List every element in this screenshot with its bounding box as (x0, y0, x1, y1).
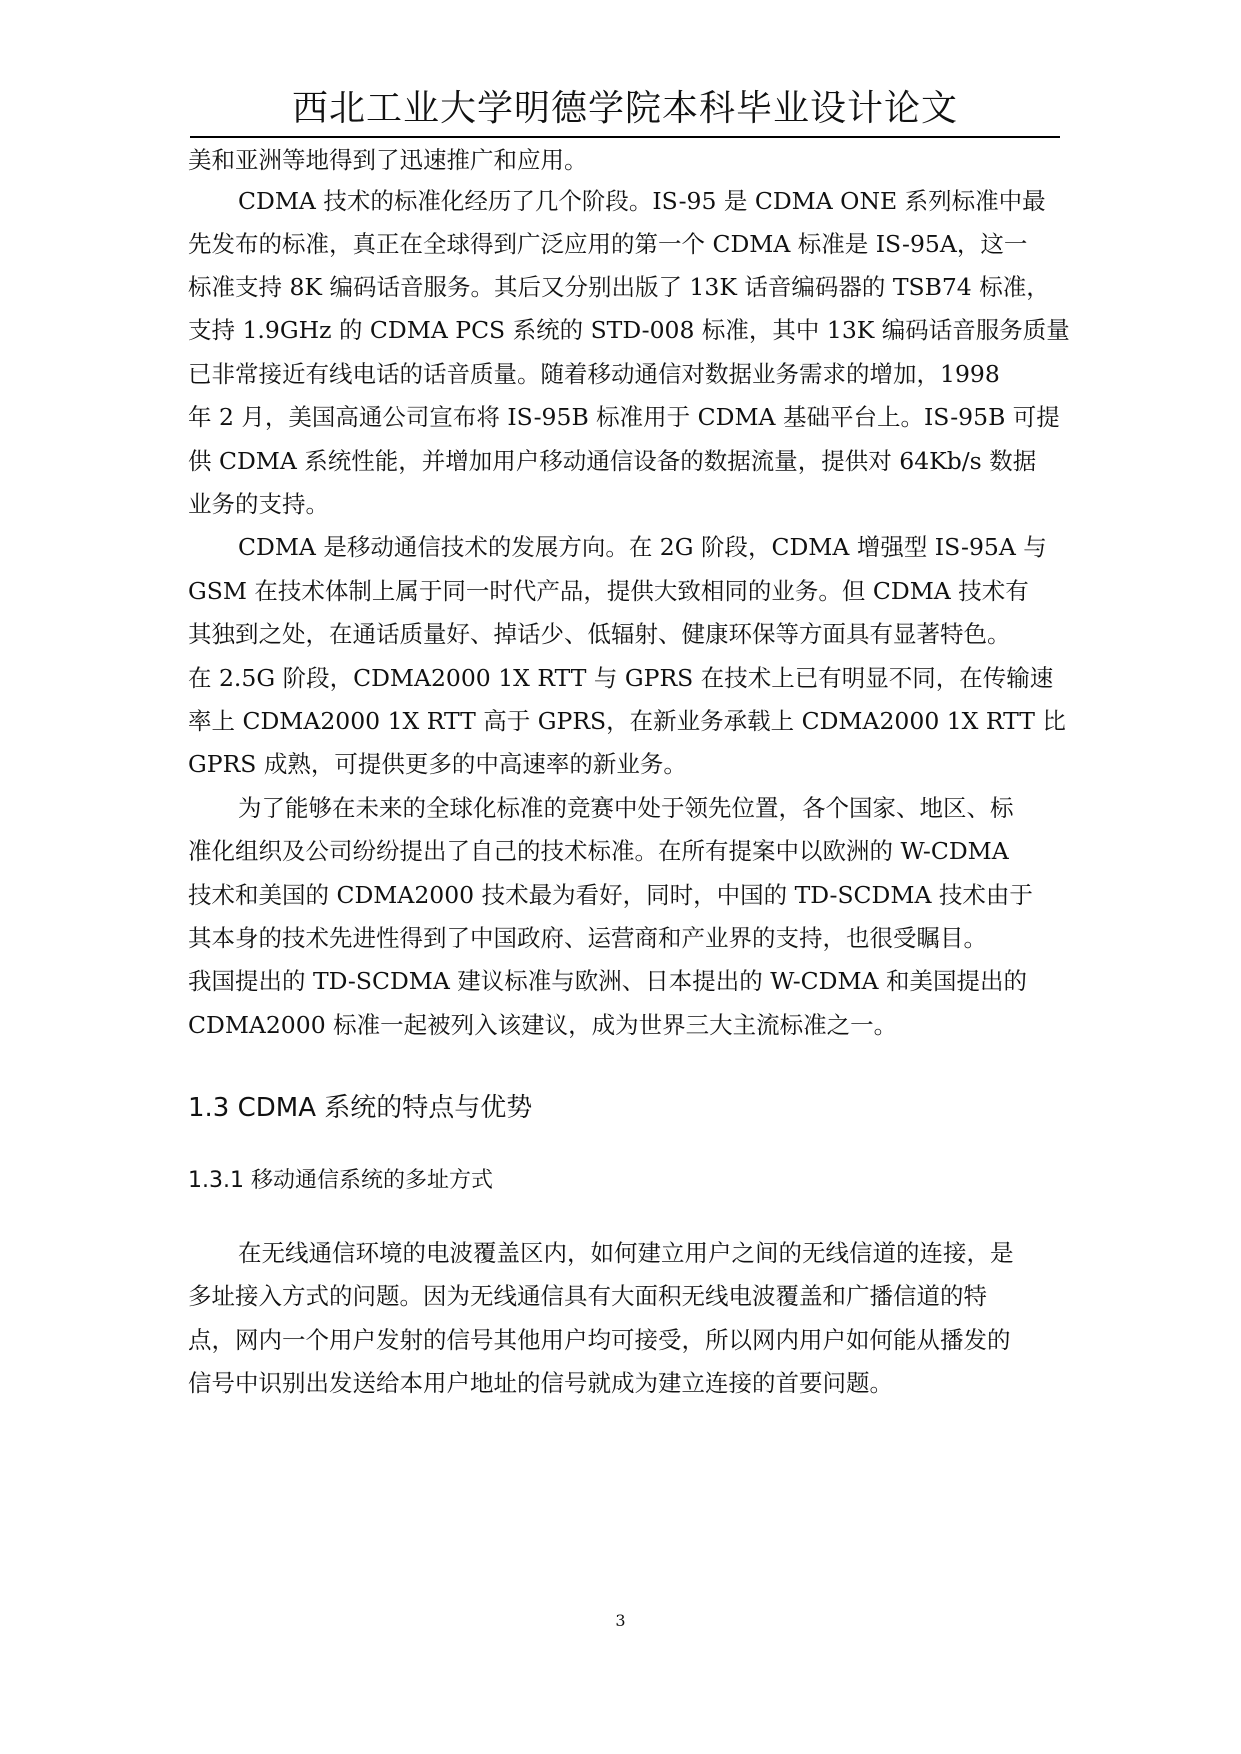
paragraph-line: 技术和美国的 CDMA2000 技术最为看好，同时，中国的 TD-SCDMA 技术由于 (188, 881, 1033, 909)
paragraph-line: CDMA 是移动通信技术的发展方向。在 2G 阶段，CDMA 增强型 IS-95A 与 (238, 533, 1047, 561)
page-number: 3 (615, 1611, 626, 1630)
paragraph-line: 率上 CDMA2000 1X RTT 高于 GPRS，在新业务承载上 CDMA2000 1X RTT 比 (188, 707, 1066, 735)
paragraph-line: GPRS 成熟，可提供更多的中高速率的新业务。 (188, 750, 687, 778)
paragraph-line: 业务的支持。 (188, 490, 329, 518)
section-heading: 1.3 CDMA 系统的特点与优势 (188, 1093, 533, 1123)
paragraph-line: 标准支持 8K 编码话音服务。其后又分别出版了 13K 话音编码器的 TSB74 标准， (188, 273, 1050, 301)
page-header (190, 86, 1060, 138)
paragraph-line: 在 2.5G 阶段，CDMA2000 1X RTT 与 GPRS 在技术上已有明显不同，在传输速 (188, 664, 1054, 692)
thesis-header-title: 西北工业大学明德学院本科毕业设计论文 (291, 88, 958, 129)
paragraph-line: 在无线通信环境的电波覆盖区内，如何建立用户之间的无线信道的连接，是 (238, 1239, 1014, 1267)
paragraph-line: 支持 1.9GHz 的 CDMA PCS 系统的 STD-008 标准，其中 13K 编码话音服务质量 (188, 316, 1070, 344)
paragraph-line: 为了能够在未来的全球化标准的竞赛中处于领先位置，各个国家、地区、标 (238, 794, 1014, 822)
paragraph-line: 准化组织及公司纷纷提出了自己的技术标准。在所有提案中以欧洲的 W-CDMA (188, 837, 1009, 865)
paragraph-line: 信号中识别出发送给本用户地址的信号就成为建立连接的首要问题。 (188, 1369, 893, 1397)
paragraph-line: 供 CDMA 系统性能，并增加用户移动通信设备的数据流量，提供对 64Kb/s 数据 (188, 447, 1037, 475)
subsection-heading: 1.3.1 移动通信系统的多址方式 (188, 1168, 493, 1193)
paragraph-line: 先发布的标准，真正在全球得到广泛应用的第一个 CDMA 标准是 IS-95A，这一 (188, 230, 1028, 258)
paragraph-line: 点，网内一个用户发射的信号其他用户均可接受，所以网内用户如何能从播发的 (188, 1326, 1011, 1354)
paragraph-line: 其本身的技术先进性得到了中国政府、运营商和产业界的支持，也很受瞩目。 (188, 924, 987, 952)
paragraph-line: 已非常接近有线电话的话音质量。随着移动通信对数据业务需求的增加，1998 (188, 360, 1000, 388)
paragraph-line: 美和亚洲等地得到了迅速推广和应用。 (188, 146, 588, 174)
paragraph-line: 我国提出的 TD-SCDMA 建议标准与欧洲、日本提出的 W-CDMA 和美国提出的 (188, 967, 1027, 995)
paragraph-line: 多址接入方式的问题。因为无线通信具有大面积无线电波覆盖和广播信道的特 (188, 1282, 987, 1310)
paragraph-line: 年 2 月，美国高通公司宣布将 IS-95B 标准用于 CDMA 基础平台上。IS-95B 可提 (188, 403, 1060, 431)
paragraph-line: CDMA2000 标准一起被列入该建议，成为世界三大主流标准之一。 (188, 1011, 898, 1039)
paragraph-line: CDMA 技术的标准化经历了几个阶段。IS-95 是 CDMA ONE 系列标准中最 (238, 187, 1046, 215)
paragraph-line: 其独到之处，在通话质量好、掉话少、低辐射、健康环保等方面具有显著特色。 (188, 620, 1011, 648)
paragraph-line: GSM 在技术体制上属于同一时代产品，提供大致相同的业务。但 CDMA 技术有 (188, 577, 1029, 605)
